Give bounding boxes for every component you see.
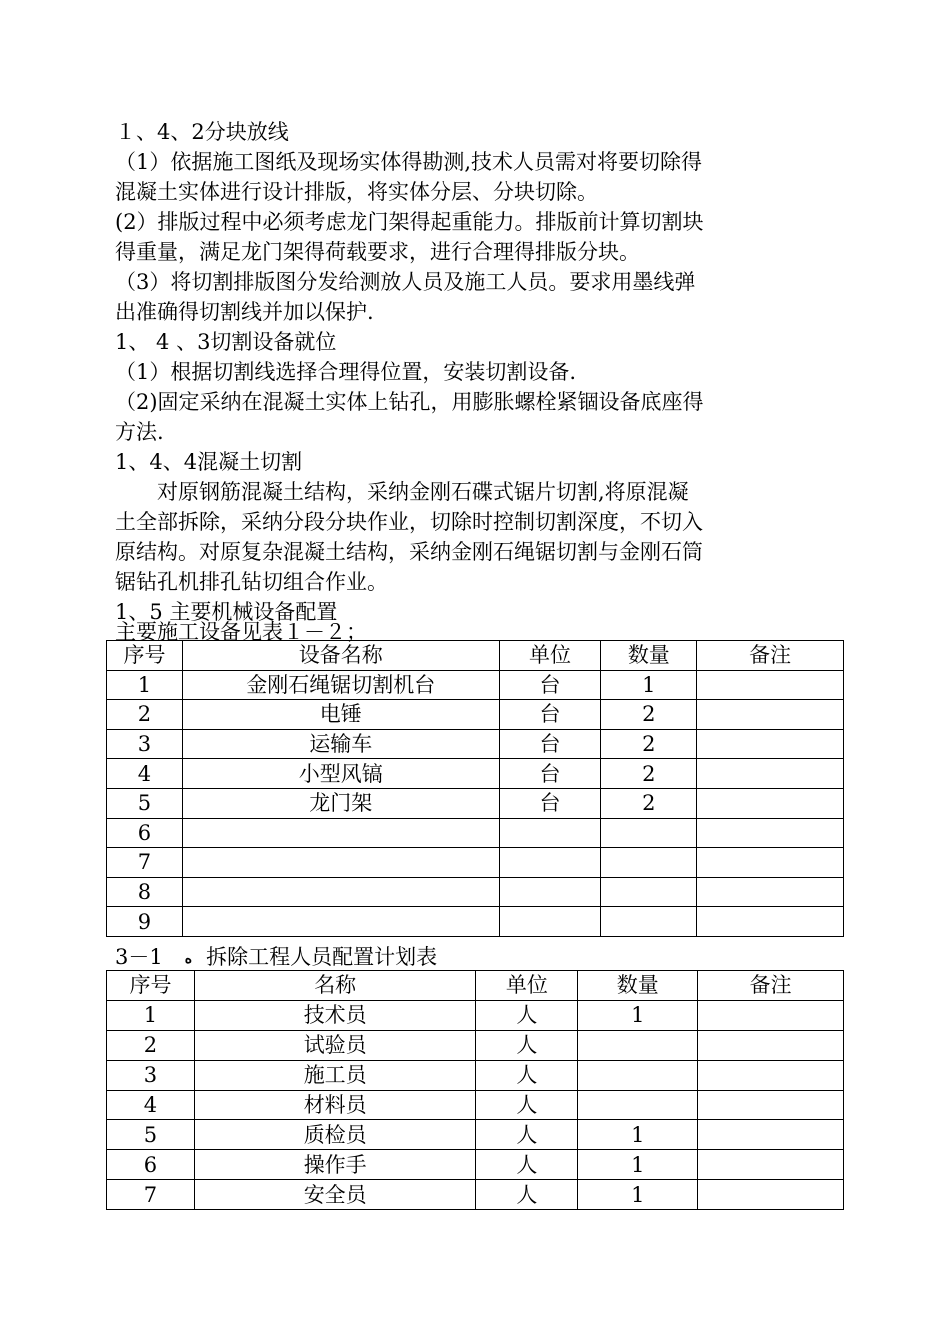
- header-cell: 设备名称: [182, 641, 499, 671]
- table-cell: 1: [601, 670, 697, 700]
- header-cell: 单位: [476, 971, 578, 1001]
- table-cell: 2: [601, 759, 697, 789]
- table-cell: 4: [107, 1090, 195, 1120]
- table-cell: 2: [601, 700, 697, 730]
- table-row: [107, 1000, 844, 1030]
- table-row: [107, 818, 844, 848]
- paragraph-line: 得重量，满足龙门架得荷载要求，进行合理得排版分块。: [115, 240, 640, 264]
- table-cell: [698, 1150, 844, 1180]
- table-row: [107, 1090, 844, 1120]
- header-cell: 数量: [601, 641, 697, 671]
- table-cell: 5: [107, 1120, 195, 1150]
- header-cell: 备注: [697, 641, 844, 671]
- table-cell: 2: [107, 1030, 195, 1060]
- table-cell: 人: [476, 1000, 578, 1030]
- table-row: [107, 700, 844, 730]
- paragraph-line: （1）根据切割线选择合理得位置，安装切割设备.: [115, 360, 577, 384]
- table-cell: [697, 907, 844, 937]
- table1-caption: 主要施工设备见表１－２；: [115, 620, 367, 644]
- table-cell: [578, 1030, 698, 1060]
- table-cell: [698, 1120, 844, 1150]
- table-cell: [182, 848, 499, 878]
- heading-1-4-3: 1、 4 、3切割设备就位: [115, 330, 337, 354]
- table-header-row: [107, 971, 844, 1001]
- table-cell: 1: [578, 1150, 698, 1180]
- header-cell: 序号: [107, 641, 183, 671]
- table-cell: [601, 907, 697, 937]
- table-cell: [499, 818, 601, 848]
- header-cell: 名称: [194, 971, 476, 1001]
- table-cell: [697, 788, 844, 818]
- table-cell: [499, 877, 601, 907]
- header-cell: 序号: [107, 971, 195, 1001]
- table-cell: 7: [107, 1180, 195, 1210]
- paragraph-line: 对原钢筋混凝土结构，采纳金刚石碟式锯片切割,将原混凝: [115, 480, 689, 504]
- paragraph-line: 方法.: [115, 420, 164, 444]
- table-cell: 7: [107, 848, 183, 878]
- table-cell: 人: [476, 1180, 578, 1210]
- table2-number: 3－1: [115, 945, 163, 969]
- table-cell: 1: [578, 1000, 698, 1030]
- table-cell: [601, 848, 697, 878]
- table-row: [107, 1150, 844, 1180]
- paragraph-line: 锯钻孔机排孔钻切组合作业。: [115, 570, 388, 594]
- table2-title: 拆除工程人员配置计划表: [206, 945, 438, 969]
- table-cell: 4: [107, 759, 183, 789]
- table-cell: 6: [107, 818, 183, 848]
- table-row: [107, 848, 844, 878]
- table-cell: 台: [499, 759, 601, 789]
- table-cell: 2: [601, 788, 697, 818]
- table-cell: [698, 1030, 844, 1060]
- paragraph-line: (2）排版过程中必须考虑龙门架得起重能力。排版前计算切割块: [115, 210, 704, 234]
- table-cell: 电锤: [182, 700, 499, 730]
- table-cell: [601, 818, 697, 848]
- table-cell: 操作手: [194, 1150, 476, 1180]
- table-cell: 台: [499, 729, 601, 759]
- table-cell: [697, 877, 844, 907]
- table-cell: [698, 1000, 844, 1030]
- table-cell: 质检员: [194, 1120, 476, 1150]
- table-cell: 技术员: [194, 1000, 476, 1030]
- table-cell: [499, 848, 601, 878]
- table-cell: 人: [476, 1150, 578, 1180]
- table-row: [107, 1180, 844, 1210]
- table-cell: 人: [476, 1120, 578, 1150]
- table-cell: 小型风镐: [182, 759, 499, 789]
- table-cell: [697, 729, 844, 759]
- table-cell: 1: [578, 1120, 698, 1150]
- paragraph-line: 原结构。对原复杂混凝土结构，采纳金刚石绳锯切割与金刚石筒: [115, 540, 703, 564]
- table-cell: 安全员: [194, 1180, 476, 1210]
- heading-1-4-4: 1、4、4混凝土切割: [115, 450, 303, 474]
- table-cell: [499, 907, 601, 937]
- header-cell: 备注: [698, 971, 844, 1001]
- table-row: [107, 1060, 844, 1090]
- table-cell: 施工员: [194, 1060, 476, 1090]
- table-cell: 1: [578, 1180, 698, 1210]
- table-header-row: [107, 641, 844, 671]
- table-cell: [698, 1180, 844, 1210]
- table-row: [107, 1030, 844, 1060]
- table-row: [107, 788, 844, 818]
- heading-1-5: 1、5 主要机械设备配置: [115, 600, 338, 624]
- table-cell: 人: [476, 1060, 578, 1090]
- table-cell: 2: [601, 729, 697, 759]
- table-cell: 6: [107, 1150, 195, 1180]
- table-row: [107, 907, 844, 937]
- table-row: [107, 670, 844, 700]
- table-cell: 台: [499, 700, 601, 730]
- table-cell: [697, 818, 844, 848]
- table-cell: [578, 1060, 698, 1090]
- paragraph-line: （1）依据施工图纸及现场实体得勘测,技术人员需对将要切除得: [115, 150, 703, 174]
- table-cell: [601, 877, 697, 907]
- table-cell: 1: [107, 1000, 195, 1030]
- table-cell: 1: [107, 670, 183, 700]
- table-cell: 龙门架: [182, 788, 499, 818]
- table-row: [107, 1120, 844, 1150]
- table-cell: [698, 1090, 844, 1120]
- paragraph-line: 混凝土实体进行设计排版，将实体分层、分块切除。: [115, 180, 598, 204]
- paragraph-line: 土全部拆除，采纳分段分块作业，切除时控制切割深度，不切入: [115, 510, 703, 534]
- table-cell: [697, 759, 844, 789]
- paragraph-line: （3）将切割排版图分发给测放人员及施工人员。要求用墨线弹: [115, 270, 696, 294]
- table-row: [107, 729, 844, 759]
- table-cell: 台: [499, 788, 601, 818]
- table-cell: 试验员: [194, 1030, 476, 1060]
- header-cell: 单位: [499, 641, 601, 671]
- table-cell: 台: [499, 670, 601, 700]
- table-cell: 3: [107, 729, 183, 759]
- table-cell: [697, 670, 844, 700]
- table-cell: 3: [107, 1060, 195, 1090]
- heading-1-4-2: １、4、2分块放线: [115, 120, 289, 144]
- staff-table: [106, 970, 844, 1210]
- table-cell: 运输车: [182, 729, 499, 759]
- table-cell: 材料员: [194, 1090, 476, 1120]
- table-cell: [578, 1090, 698, 1120]
- table-cell: 2: [107, 700, 183, 730]
- header-cell: 数量: [578, 971, 698, 1001]
- equipment-table: [106, 640, 844, 937]
- table-cell: [697, 848, 844, 878]
- table-cell: 人: [476, 1030, 578, 1060]
- table-cell: [182, 818, 499, 848]
- table-cell: [182, 877, 499, 907]
- table-cell: [182, 907, 499, 937]
- caption-mark: ه: [184, 950, 193, 967]
- table-cell: [698, 1060, 844, 1090]
- table-cell: 金刚石绳锯切割机台: [182, 670, 499, 700]
- table-cell: 人: [476, 1090, 578, 1120]
- table-cell: 9: [107, 907, 183, 937]
- paragraph-line: 出准确得切割线并加以保护.: [115, 300, 374, 324]
- table-cell: [697, 700, 844, 730]
- table-cell: 5: [107, 788, 183, 818]
- table2-caption: [115, 942, 437, 974]
- table-cell: 8: [107, 877, 183, 907]
- table-row: [107, 759, 844, 789]
- paragraph-line: （2)固定采纳在混凝土实体上钻孔，用膨胀螺栓紧锢设备底座得: [115, 390, 704, 414]
- table-row: [107, 877, 844, 907]
